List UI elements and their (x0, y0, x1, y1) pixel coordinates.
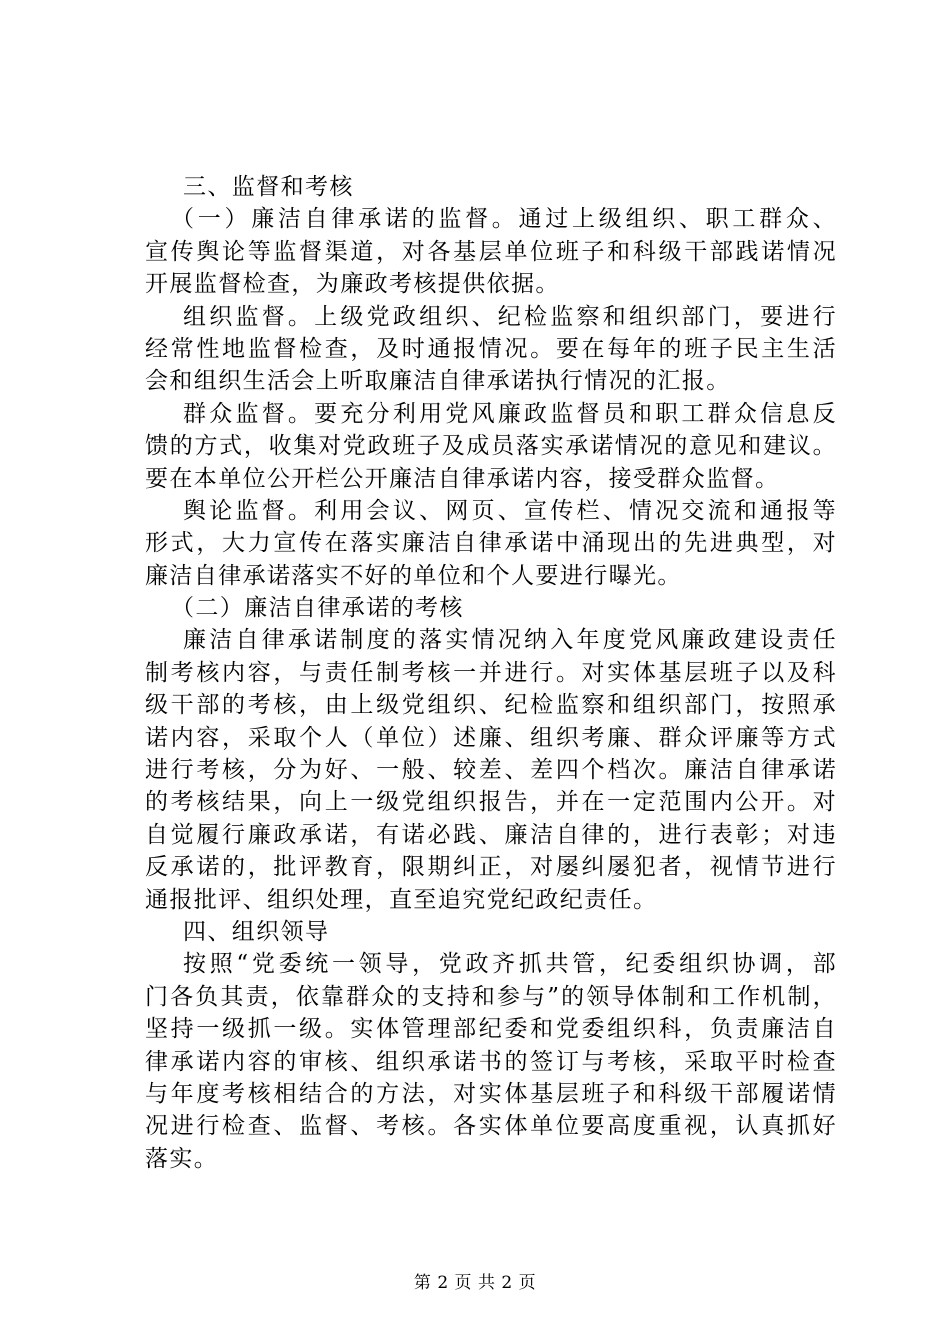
page-footer: 第 2 页 共 2 页 (413, 1273, 537, 1293)
paragraph-line: 按照“党委统一领导，党政齐抓共管，纪委组织协调，部 (183, 951, 837, 978)
paragraph-line: 舆论监督。利用会议、网页、宣传栏、情况交流和通报等 (183, 497, 837, 524)
paragraph-line: 廉洁自律承诺落实不好的单位和个人要进行曝光。 (145, 562, 682, 589)
subsection-heading-assessment: （二）廉洁自律承诺的考核 (171, 595, 464, 622)
section-heading-leadership: 四、组织领导 (183, 918, 330, 945)
paragraph-line: 律承诺内容的审核、组织承诺书的签订与考核，采取平时检查 (145, 1048, 837, 1075)
paragraph-line: 自觉履行廉政承诺，有诺必践、廉洁自律的，进行表彰；对违 (145, 821, 837, 848)
paragraph-line: 诺内容，采取个人（单位）述廉、组织考廉、群众评廉等方式 (145, 724, 837, 751)
paragraph-line: （一）廉洁自律承诺的监督。通过上级组织、职工群众、 (171, 206, 837, 233)
paragraph-line: 门各负其责，依靠群众的支持和参与”的领导体制和工作机制， (145, 983, 837, 1010)
paragraph-line: 廉洁自律承诺制度的落实情况纳入年度党风廉政建设责任 (183, 627, 837, 654)
paragraph-line: 制考核内容，与责任制考核一并进行。对实体基层班子以及科 (145, 659, 837, 686)
paragraph-line: 落实。 (145, 1145, 219, 1172)
paragraph-line: 形式，大力宣传在落实廉洁自律承诺中涌现出的先进典型，对 (145, 530, 837, 557)
paragraph-line: 开展监督检查，为廉政考核提供依据。 (145, 271, 560, 298)
paragraph-line: 反承诺的，批评教育，限期纠正，对屡纠屡犯者，视情节进行 (145, 854, 837, 881)
paragraph-line: 况进行检查、监督、考核。各实体单位要高度重视，认真抓好 (145, 1113, 837, 1140)
paragraph-line: 级干部的考核，由上级党组织、纪检监察和组织部门，按照承 (145, 692, 837, 719)
paragraph-line: 组织监督。上级党政组织、纪检监察和组织部门，要进行 (183, 303, 837, 330)
paragraph-line: 经常性地监督检查，及时通报情况。要在每年的班子民主生活 (145, 335, 837, 362)
paragraph-line: 群众监督。要充分利用党风廉政监督员和职工群众信息反 (183, 400, 837, 427)
paragraph-line: 要在本单位公开栏公开廉洁自律承诺内容，接受群众监督。 (145, 465, 780, 492)
section-heading-supervision: 三、监督和考核 (183, 174, 354, 200)
paragraph-line: 坚持一级抓一级。实体管理部纪委和党委组织科，负责廉洁自 (145, 1016, 837, 1043)
paragraph-line: 会和组织生活会上听取廉洁自律承诺执行情况的汇报。 (145, 368, 731, 395)
paragraph-line: 馈的方式，收集对党政班子及成员落实承诺情况的意见和建议。 (145, 433, 837, 460)
paragraph-line: 的考核结果，向上一级党组织报告，并在一定范围内公开。对 (145, 789, 837, 816)
paragraph-line: 通报批评、组织处理，直至追究党纪政纪责任。 (145, 886, 658, 913)
paragraph-line: 进行考核，分为好、一般、较差、差四个档次。廉洁自律承诺 (145, 757, 837, 784)
paragraph-line: 宣传舆论等监督渠道，对各基层单位班子和科级干部践诺情况 (145, 238, 837, 265)
paragraph-line: 与年度考核相结合的方法，对实体基层班子和科级干部履诺情 (145, 1080, 837, 1107)
document-body (145, 171, 837, 1175)
